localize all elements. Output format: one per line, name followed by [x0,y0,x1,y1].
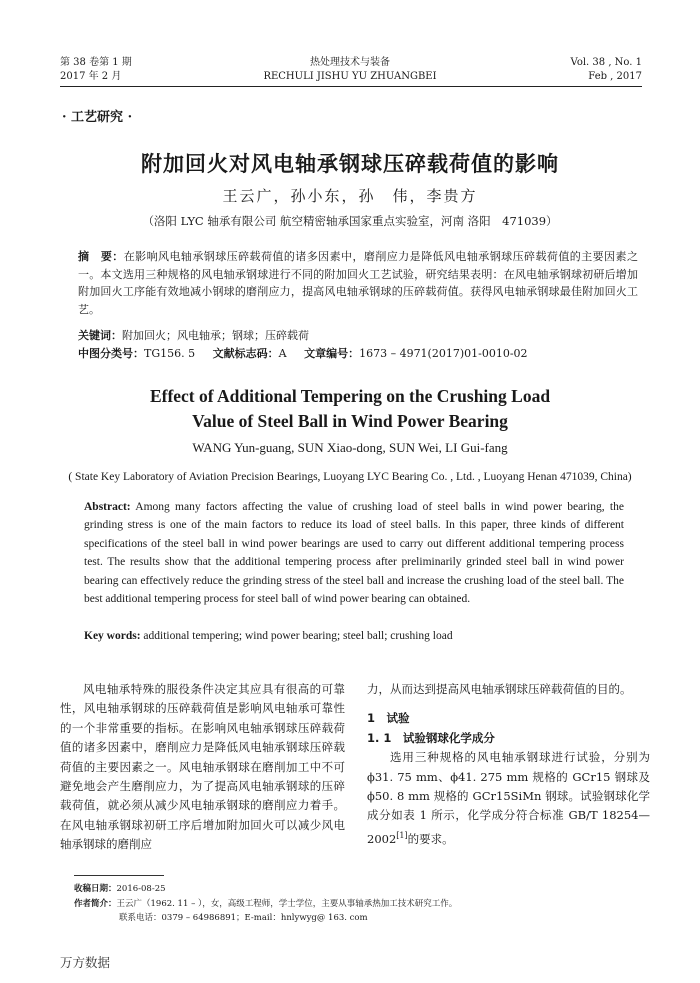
footnote [74,882,654,926]
cn-abstract [78,248,638,318]
materials-paragraph [367,748,650,849]
cn-abstract-label: 摘 要： [78,250,124,263]
publication-date-en: Feb , 2017 [588,71,642,82]
article-no-item [304,347,527,360]
journal-issue-en [571,56,642,84]
en-abstract-text: Among many factors affecting the value of crushing load of steel balls in wind power bearing, the grinding stress is one of the main factors to reduce its load of steel balls. In this paper, three kinds of different specifications of the steel ball in wind power bearings are used to carry out different additional tempering process test. The results show that the additional tempering process after preliminarily grinded steel ball in wind power bearing can effectively reduce the grinding stress of the steel ball and increase the crushing load of the steel ball. The best additional tempering process for steel ball of wind power bearing can obtained. [84,501,624,606]
header-rule [60,86,642,87]
cn-authors: 王云广，孙小东，孙 伟，李贵方 [222,187,478,205]
journal-name [200,56,500,84]
journal-name-cn: 热处理技术与装备 [310,57,390,68]
article-no-label: 文章编号： [304,347,360,360]
body-right-column [367,680,650,849]
body-left-column [60,680,345,855]
author-bio-label: 作者简介： [74,898,117,909]
received-date [74,882,654,897]
clc-item [78,347,195,360]
cn-keywords-text: 附加回火；风电轴承；钢球；压碎载荷 [122,329,309,342]
doc-code-item [213,347,287,360]
journal-issue-cn [60,56,132,84]
doc-code-label: 文献标志码： [212,347,279,360]
materials-text: 选用三种规格的风电轴承钢球进行试验，分别为 ϕ31. 75 mm、ϕ41. 275 mm 规格的 GCr15 钢球及 ϕ50. 8 mm 规格的 GCr15SiMn 钢球。试验钢球化学成分如表 1 所示，化学成分符合标准 GB/T 18254—2002 [367,750,650,846]
intro-paragraph-continued: 力，从而达到提高风电轴承钢球压碎载荷值的目的。 [367,682,632,696]
contact-info: 联系电话：0379 – 64986891；E-mail：hnlywyg@ 163. com [119,913,368,923]
clc-label: 中图分类号： [78,347,144,360]
cn-keywords [78,328,638,344]
cn-title: 附加回火对风电轴承钢球压碎载荷值的影响 [141,151,559,176]
section-heading-1: 1 试验 [367,711,410,726]
doc-code-value: A [278,347,287,360]
en-title-line1: Effect of Additional Tempering on the Crushing Load [149,386,551,406]
publication-date-cn: 2017 年 2 月 [60,71,122,82]
received-label: 收稿日期： [74,884,117,894]
cn-abstract-text: 在影响风电轴承钢球压碎载荷值的诸多因素中，磨削应力是降低风电轴承钢球压碎载荷值的主要因素之一。本文选用三种规格的风电轴承钢球进行不同的附加回火工艺试验，研究结果表明：在风电轴承钢球初研后增加附加回火工序能有效地减小钢球的磨削应力，提高风电轴承钢球的压碎载荷值。获得风电轴承钢球最佳附加回火工艺。 [78,250,638,316]
materials-text-end: 的要求。 [407,831,454,846]
author-bio-text: 王云广（1962. 11 – ），女，高级工程师，学士学位，主要从事轴承热加工技术研究工作。 [116,898,458,909]
article-no-value: 1673 – 4971(2017)01-0010-02 [359,347,528,360]
en-title [0,384,700,434]
en-abstract [84,498,624,608]
en-keywords [84,630,624,642]
received-value: 2016-08-25 [116,884,166,894]
author-bio [74,897,654,912]
en-title-line2: Value of Steel Ball in Wind Power Bearing [192,411,508,431]
en-keywords-label: Key words: [84,630,141,642]
clc-value: TG156. 5 [144,347,196,360]
cn-affiliation: （洛阳 LYC 轴承有限公司 航空精密轴承国家重点实验室，河南 洛阳 471039） [142,214,558,228]
footnote-rule [74,875,164,876]
watermark: 万方数据 [60,955,111,970]
volume-issue: 第 38 卷第 1 期 [60,57,132,68]
section-heading-1-1: 1. 1 试验钢球化学成分 [367,730,495,745]
cn-keywords-label: 关键词： [78,329,122,342]
en-abstract-label: Abstract: [84,501,131,513]
intro-paragraph: 风电轴承特殊的服役条件决定其应具有很高的可靠性，风电轴承钢球的压碎载荷值是影响风电轴承可靠性的一个非常重要的指标。在影响风电轴承钢球压碎载荷值的诸多因素中，磨削应力是降低风电轴承钢球压碎载荷值的主要因素之一。风电轴承钢球在磨削加工中不可避免地会产生磨削应力，为了提高风电轴承钢球的压碎载荷值，就必须从减少风电轴承钢球的磨削应力着手。在风电轴承钢球初研工序后增加附加回火可以减少风电轴承钢球的磨削应 [60,682,345,852]
journal-name-pinyin: RECHULI JISHU YU ZHUANGBEI [263,71,437,82]
en-authors: WANG Yun-guang, SUN Xiao-dong, SUN Wei, LI Gui-fang [192,440,508,455]
reference-mark: [1] [396,830,408,840]
volume-issue-en: Vol. 38 , No. 1 [570,57,642,68]
column-label: · 工艺研究 · [62,110,133,125]
en-affiliation: ( State Key Laboratory of Aviation Precision Bearings, Luoyang LYC Bearing Co. , Ltd. , Luoyang Henan 471039, China) [68,471,632,483]
en-keywords-text: additional tempering; wind power bearing; steel ball; crushing load [143,630,453,642]
cn-classification [78,346,658,362]
